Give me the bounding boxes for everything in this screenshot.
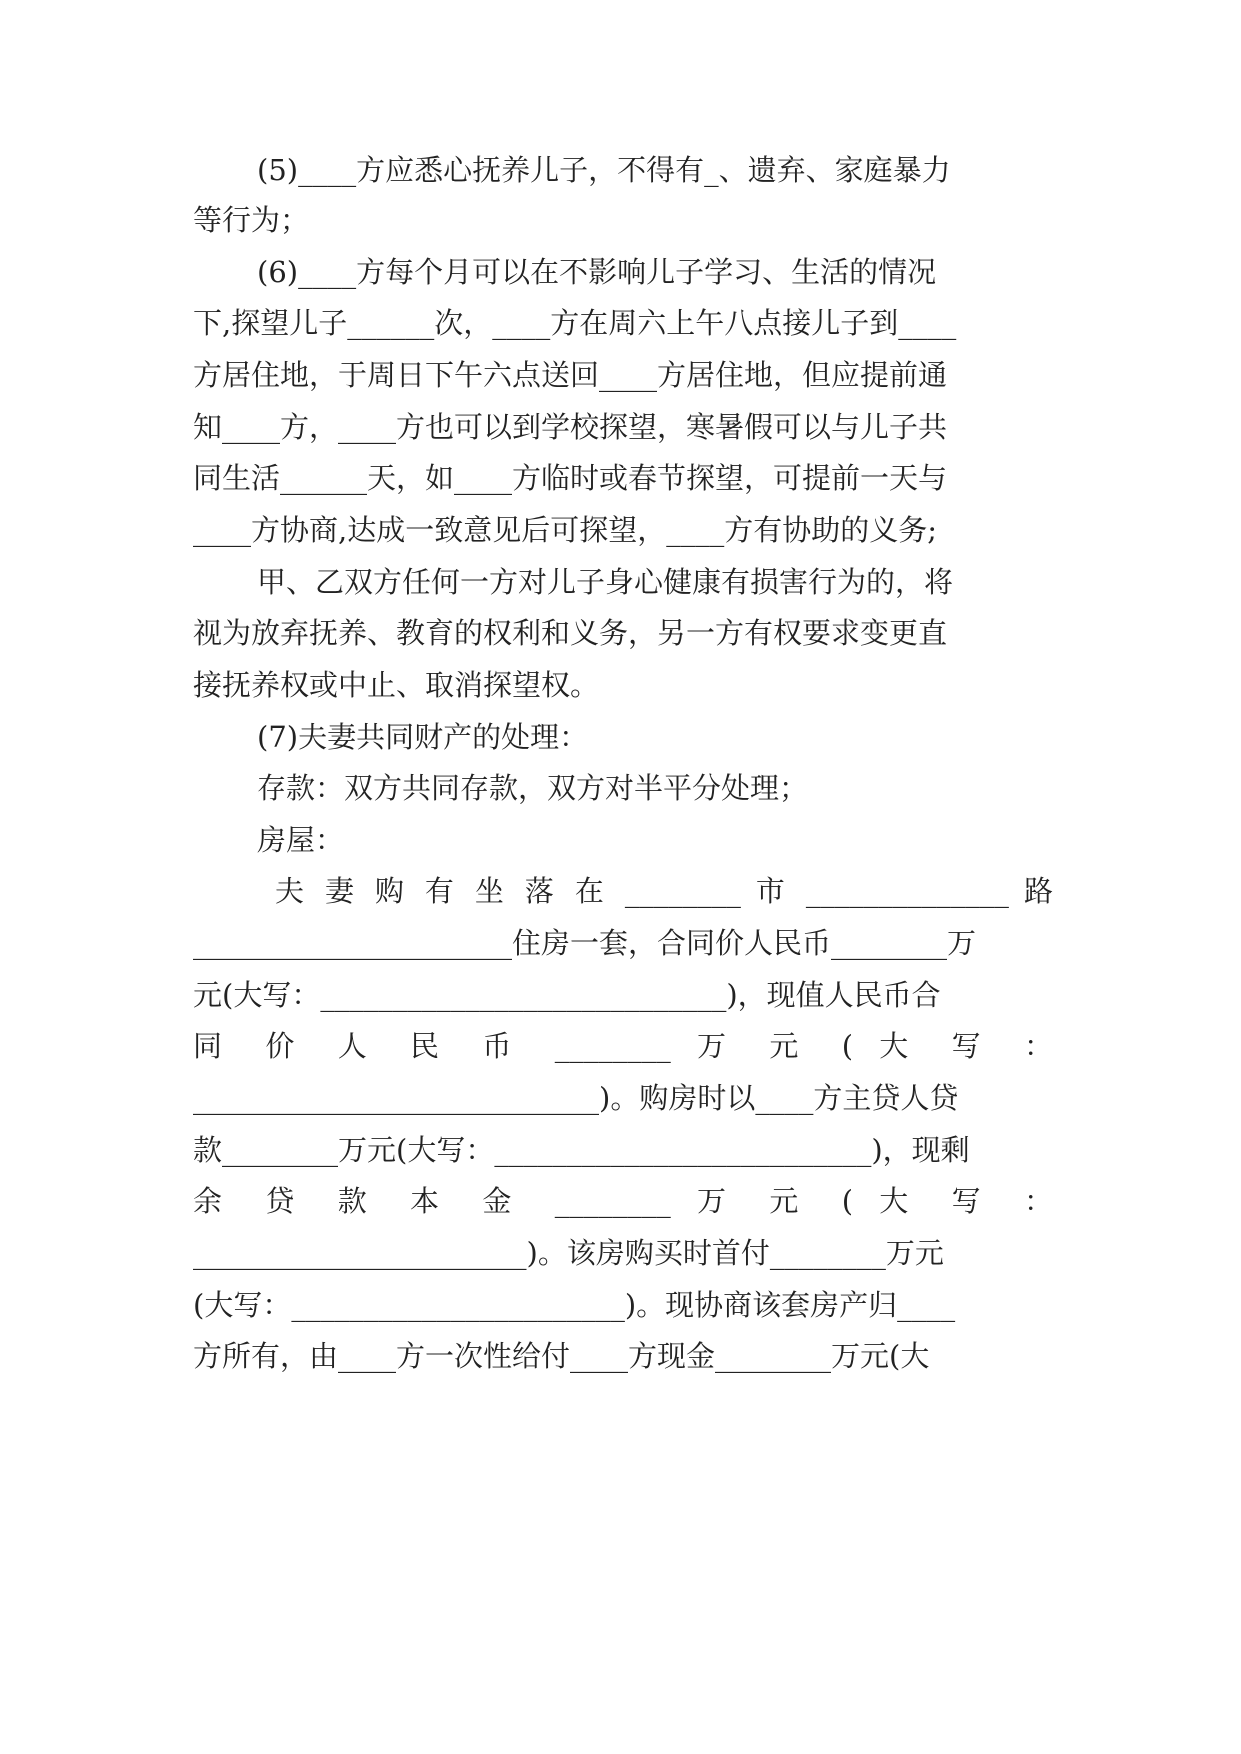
harm-clause-line-3: 接抚养权或中止、取消探望权。	[193, 668, 600, 702]
house-clause-line-3: 元(大写：____________________________)，现值人民币合	[193, 978, 941, 1012]
harm-clause-line-1: 甲、乙双方任何一方对儿子身心健康有损害行为的，将	[257, 565, 954, 599]
house-clause-line-2: ______________________住房一套，合同价人民币________万	[193, 926, 977, 960]
paragraph-6-line-3: 方居住地，于周日下午六点送回____方居住地，但应提前通	[193, 358, 948, 392]
house-heading: 房屋：	[257, 823, 345, 857]
paragraph-6-line-5: 同生活______天，如____方临时或春节探望，可提前一天与	[193, 461, 948, 495]
paragraph-6-line-2: 下,探望儿子______次，____方在周六上午八点接儿子到____	[193, 306, 957, 340]
house-clause-line-5: ____________________________)。购房时以____方主贷人贷	[193, 1081, 959, 1115]
deposit-clause: 存款：双方共同存款，双方对半平分处理；	[257, 771, 809, 805]
paragraph-7-heading: (7)夫妻共同财产的处理：	[257, 720, 589, 754]
house-clause-line-7: 余 贷 款 本 金 ________ 万 元 ( 大 写 ：	[193, 1184, 1053, 1218]
house-clause-line-1: 夫 妻 购 有 坐 落 在 ________ 市 ______________ 路	[275, 874, 1053, 908]
paragraph-6-line-6: ____方协商,达成一致意见后可探望，____方有协助的义务;	[193, 513, 937, 547]
house-clause-line-6: 款________万元(大写：__________________________)，现剩	[193, 1133, 970, 1167]
house-clause-line-4: 同 价 人 民 币 ________ 万 元 ( 大 写 ：	[193, 1029, 1053, 1063]
paragraph-5-line-2: 等行为；	[193, 203, 310, 237]
paragraph-6-line-4: 知____方，____方也可以到学校探望，寒暑假可以与儿子共	[193, 410, 948, 444]
house-clause-line-10: 方所有，由____方一次性给付____方现金________万元(大	[193, 1339, 930, 1373]
paragraph-6-line-1: (6)____方每个月可以在不影响儿子学习、生活的情况	[257, 255, 937, 289]
house-clause-line-8: _______________________)。该房购买时首付________万元	[193, 1236, 944, 1270]
house-clause-line-9: (大写：_______________________)。现协商该套房产归____	[193, 1288, 956, 1322]
harm-clause-line-2: 视为放弃抚养、教育的权利和义务，另一方有权要求变更直	[193, 616, 948, 650]
paragraph-5-line-1: (5)____方应悉心抚养儿子，不得有_、遗弃、家庭暴力	[257, 153, 951, 187]
